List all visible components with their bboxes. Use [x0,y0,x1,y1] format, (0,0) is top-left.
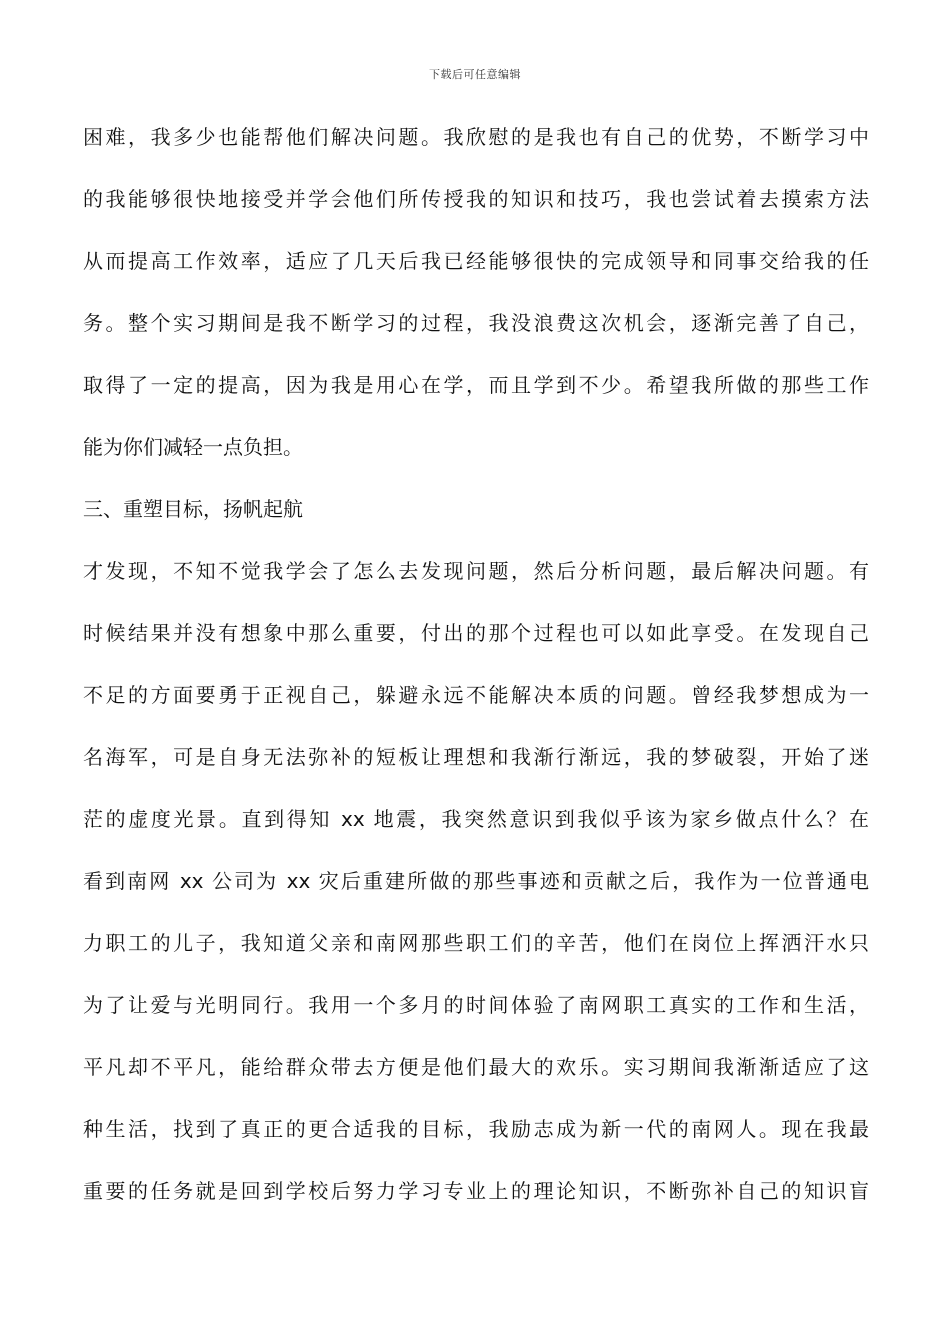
section-heading: 三、重塑目标，扬帆起航 [83,497,303,521]
page-header: 下载后可任意编辑 [429,68,521,81]
text-line: 为了让爱与光明同行。我用一个多月的时间体验了南网职工真实的工作和生活， [83,993,869,1017]
text-line: 才发现，不知不觉我学会了怎么去发现问题，然后分析问题，最后解决问题。有 [83,559,869,583]
text-line: 力职工的儿子，我知道父亲和南网那些职工们的辛苦，他们在岗位上挥洒汗水只 [83,931,869,955]
text-line: 名海军，可是自身无法弥补的短板让理想和我渐行渐远，我的梦破裂，开始了迷 [83,745,869,769]
text-line: 从而提高工作效率，适应了几天后我已经能够很快的完成领导和同事交给我的任 [83,249,869,273]
text-line: 的我能够很快地接受并学会他们所传授我的知识和技巧，我也尝试着去摸索方法 [83,187,869,211]
text-line: 取得了一定的提高，因为我是用心在学，而且学到不少。希望我所做的那些工作 [83,373,869,397]
text-line: 困难，我多少也能帮他们解决问题。我欣慰的是我也有自己的优势，不断学习中 [83,125,869,149]
text-line: 重要的任务就是回到学校后努力学习专业上的理论知识，不断弥补自己的知识盲 [83,1179,869,1203]
text-line: 平凡却不平凡，能给群众带去方便是他们最大的欢乐。实习期间我渐渐适应了这 [83,1055,869,1079]
document-body [83,117,869,1233]
text-line: 务。整个实习期间是我不断学习的过程，我没浪费这次机会，逐渐完善了自己， [83,311,869,335]
text-line: 时候结果并没有想象中那么重要，付出的那个过程也可以如此享受。在发现自己 [83,621,869,645]
text-line: 能为你们减轻一点负担。 [83,435,303,459]
text-line: 不足的方面要勇于正视自己，躲避永远不能解决本质的问题。曾经我梦想成为一 [83,683,869,707]
text-line: 看到南网 xx 公司为 xx 灾后重建所做的那些事迹和贡献之后，我作为一位普通电 [83,869,869,893]
text-line: 茫的虚度光景。直到得知 xx 地震，我突然意识到我似乎该为家乡做点什么？在 [83,807,869,831]
text-line: 种生活，找到了真正的更合适我的目标，我励志成为新一代的南网人。现在我最 [83,1117,869,1141]
